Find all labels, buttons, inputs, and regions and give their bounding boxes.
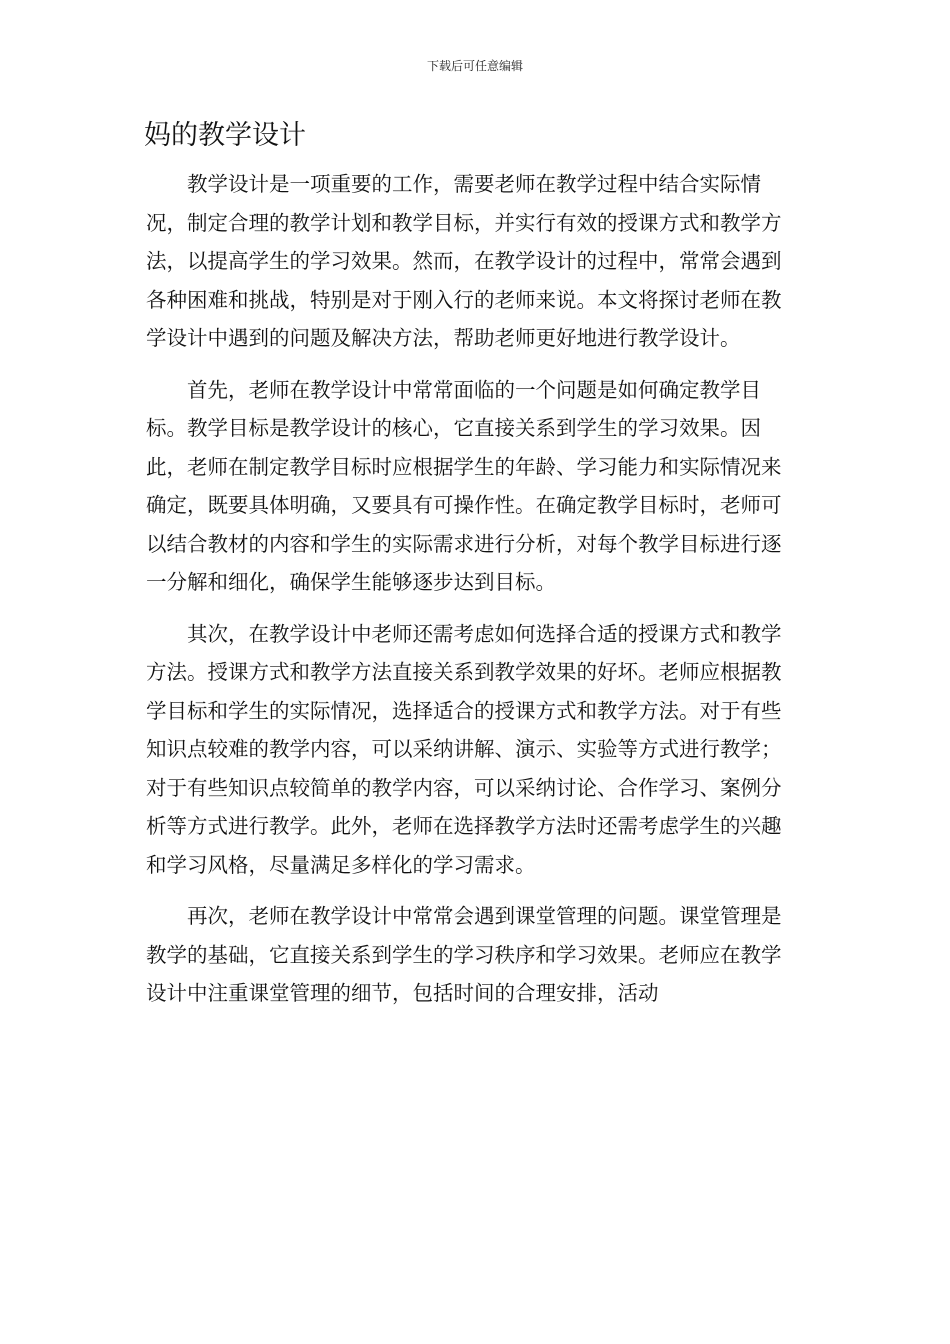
page-header-note: 下载后可任意编辑 [426,59,523,73]
paragraph-intro: 教学设计是一项重要的工作，需要老师在教学过程中结合实际情况，制定合理的教学计划和教学目标，并实行有效的授课方式和教学方法，以提高学生的学习效果。然而，在教学设计的过程中，常常会遇到各种困难和挑战，特别是对于刚入行的老师来说。本文将探讨老师在教学设计中遇到的问题及解决方法，帮助老师更好地进行教学设计。 [146,172,782,350]
paragraph-second: 其次，在教学设计中老师还需考虑如何选择合适的授课方式和教学方法。授课方式和教学方法直接关系到教学效果的好坏。老师应根据教学目标和学生的实际情况，选择适合的授课方式和教学方法。对于有些知识点较难的教学内容，可以采纳讲解、演示、实验等方式进行教学；对于有些知识点较简单的教学内容，可以采纳讨论、合作学习、案例分析等方式进行教学。此外，老师在选择教学方法时还需考虑学生的兴趣和学习风格，尽量满足多样化的学习需求。 [146,621,782,877]
document-body [146,165,798,1026]
paragraph-first: 首先，老师在教学设计中常常面临的一个问题是如何确定教学目标。教学目标是教学设计的核心，它直接关系到学生的学习效果。因此，老师在制定教学目标时应根据学生的年龄、学习能力和实际情况来确定，既要具体明确，又要具有可操作性。在确定教学目标时，老师可以结合教材的内容和学生的实际需求进行分析，对每个教学目标进行逐一分解和细化，确保学生能够逐步达到目标。 [146,377,782,594]
paragraph-third: 再次，老师在教学设计中常常会遇到课堂管理的问题。课堂管理是教学的基础，它直接关系到学生的学习秩序和学习效果。老师应在教学设计中注重课堂管理的细节，包括时间的合理安排，活动 [146,904,782,1005]
document-title: 妈的教学设计 [144,120,306,151]
